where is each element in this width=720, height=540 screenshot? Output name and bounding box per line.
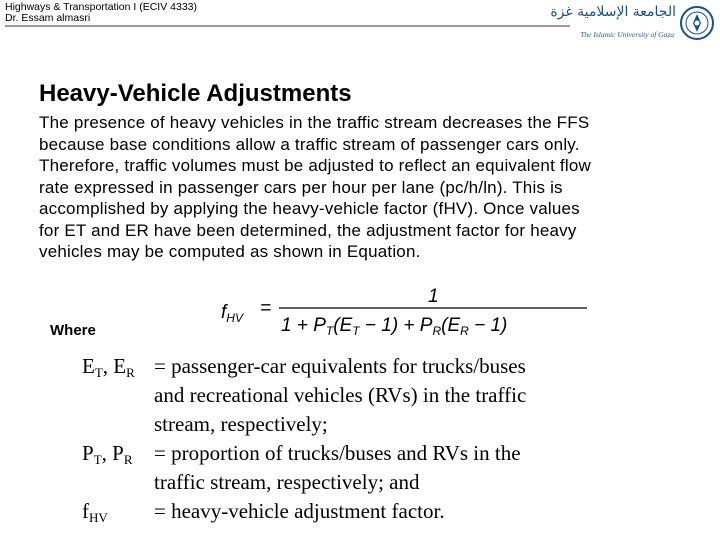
definition-symbol: $E_T$, $E_R$ — [82, 354, 135, 380]
header-divider — [5, 25, 570, 27]
paragraph-line: rate expressed in passenger cars per hour per lane (pc/h/ln). This is — [39, 177, 563, 197]
paragraph-line: because base conditions allow a traffic stream of passenger cars only. — [39, 134, 580, 154]
definition-symbol: $P_T$, $P_R$ — [82, 441, 133, 467]
university-seal-icon — [679, 5, 715, 41]
paragraph-line: for ET and ER have been determined, the adjustment factor for heavy — [39, 220, 577, 240]
course-title: Highways & Transportation I (ECIV 4333) — [5, 1, 198, 13]
heavy-vehicle-factor-equation — [215, 284, 595, 340]
eq-lhs: $f_{HV}$ — [221, 302, 243, 325]
definition-text: = heavy-vehicle adjustment factor. — [154, 499, 445, 523]
logo-arabic-text: الجامعة الإسلامية غزة — [550, 4, 676, 20]
university-logo — [550, 2, 718, 46]
definition-symbol: $f_{HV}$ — [82, 499, 108, 525]
definition-text: = proportion of trucks/buses and RVs in the — [154, 441, 521, 465]
paragraph-line: vehicles may be computed as shown in Equation. — [39, 242, 421, 261]
paragraph-line: The presence of heavy vehicles in the traffic stream decreases the FFS — [39, 113, 590, 132]
slide-header — [5, 2, 197, 24]
eq-numerator: 1 — [428, 286, 439, 307]
definition-text: = passenger-car equivalents for trucks/buses — [154, 354, 526, 378]
slide-title: Heavy-Vehicle Adjustments — [39, 80, 352, 107]
paragraph-line: Therefore, traffic volumes must be adjusted to reflect an equivalent flow — [39, 156, 591, 175]
logo-english-text: The Islamic University of Gaza — [580, 30, 674, 39]
body-paragraph — [39, 112, 689, 263]
paragraph-line: accomplished by applying the heavy-vehicle factor (fHV). Once values — [39, 199, 580, 218]
where-label: Where — [50, 322, 96, 339]
instructor-name: Dr. Essam almasri — [5, 12, 91, 24]
eq-equals: = — [260, 298, 272, 319]
eq-denominator: $1 + P_T(E_T - 1) + P_R(E_R - 1)$ — [281, 315, 508, 338]
